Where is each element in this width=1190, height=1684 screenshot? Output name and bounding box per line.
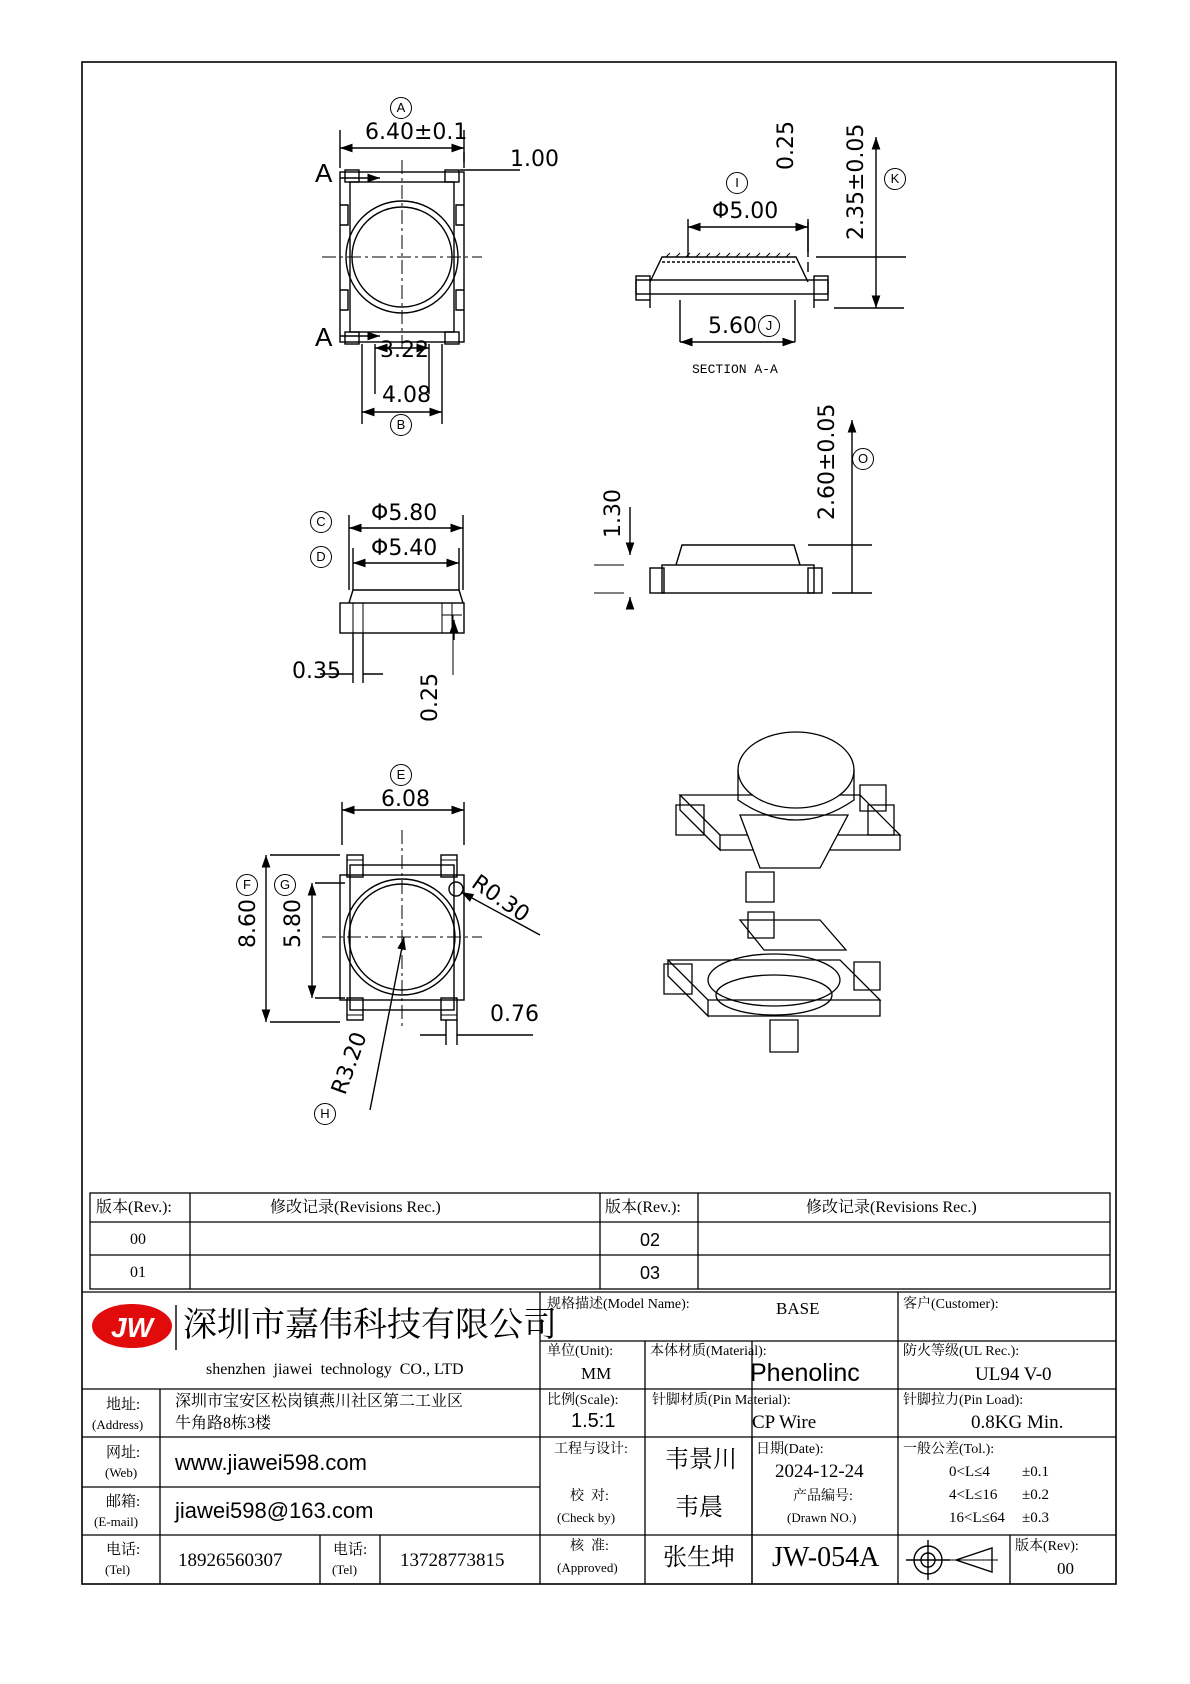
checker-name: 韦晨 <box>675 1494 723 1521</box>
marker-a: A <box>390 97 412 119</box>
dim-depth-025-side: 0.25 <box>418 673 443 722</box>
check-label-cn: 校 对: <box>570 1489 609 1504</box>
jw-logo <box>92 1304 172 1348</box>
customer-label: 客户(Customer): <box>903 1297 999 1312</box>
marker-o: O <box>852 448 874 470</box>
rev-label: 版本(Rev): <box>1015 1539 1079 1554</box>
approve-label-en: (Approved) <box>557 1560 618 1575</box>
tol2-range: 4<L≤16 <box>949 1487 998 1503</box>
tol-label: 一般公差(Tol.): <box>903 1442 995 1457</box>
tel-label-en: (Tel) <box>105 1562 131 1577</box>
unit-value: MM <box>581 1364 612 1383</box>
marker-h: H <box>314 1103 336 1125</box>
scale-value: 1.5:1 <box>571 1410 616 1432</box>
rec-header-right: 修改记录(Revisions Rec.) <box>806 1199 977 1216</box>
bottom-view <box>266 802 540 1110</box>
rev-row-03: 03 <box>640 1263 661 1283</box>
drawn-label-en: (Drawn NO.) <box>787 1510 857 1525</box>
address-line1: 深圳市宝安区松岗镇燕川社区第二工业区 <box>175 1393 464 1410</box>
marker-d: D <box>310 546 332 568</box>
tol1-range: 0<L≤4 <box>949 1464 990 1480</box>
dim-radius-320: R3.20 <box>327 1028 373 1098</box>
ul-label: 防火等级(UL Rec.): <box>903 1344 1020 1359</box>
design-label: 工程与设计: <box>554 1442 628 1457</box>
material-value: Phenolinc <box>750 1359 860 1387</box>
drawn-label-cn: 产品编号: <box>793 1489 853 1504</box>
tel-1: 18926560307 <box>178 1550 283 1571</box>
dim-pin-tab: 1.00 <box>510 147 559 172</box>
section-mark-bottom: A <box>315 322 333 352</box>
model-label: 规格描述(Model Name): <box>547 1297 690 1312</box>
rev-value: 00 <box>1057 1559 1074 1578</box>
dim-pitch-408: 4.08 <box>382 383 431 408</box>
email-label-cn: 邮箱: <box>106 1494 141 1510</box>
marker-e: E <box>390 764 412 786</box>
address-line2: 牛角路8栋3楼 <box>175 1415 272 1432</box>
company-name-en: shenzhen jiawei technology CO., LTD <box>206 1361 464 1378</box>
top-view <box>322 130 520 424</box>
email-link[interactable]: jiawei598@163.com <box>175 1498 374 1523</box>
model-value: BASE <box>776 1299 820 1318</box>
scale-label: 比例(Scale): <box>547 1393 619 1408</box>
tol3-value: ±0.3 <box>1022 1510 1049 1526</box>
marker-b: B <box>390 414 412 436</box>
material-label: 本体材质(Material): <box>650 1344 767 1359</box>
dim-gap-035: 0.35 <box>292 659 341 684</box>
web-link[interactable]: www.jiawei598.com <box>175 1450 367 1475</box>
dim-width-a: 6.40±0.1 <box>365 120 468 145</box>
iso-view-top <box>676 732 900 902</box>
pin-load-value: 0.8KG Min. <box>971 1412 1064 1433</box>
pin-material-value: CP Wire <box>752 1412 817 1433</box>
approve-label-cn: 核 准: <box>570 1539 609 1554</box>
dim-len-f: 8.60 <box>236 899 261 948</box>
tol3-range: 16<L≤64 <box>949 1510 1005 1526</box>
designer-name: 韦景川 <box>665 1446 737 1473</box>
dim-dia-c: Φ5.80 <box>371 501 438 526</box>
approver-name: 张生坤 <box>663 1544 735 1571</box>
email-label-en: (E-mail) <box>94 1514 139 1529</box>
dim-width-j: 5.60 <box>708 314 757 339</box>
dim-height-o: 2.60±0.05 <box>815 403 840 520</box>
date-value: 2024-12-24 <box>775 1461 864 1482</box>
tel-2: 13728773815 <box>400 1550 505 1571</box>
tol2-value: ±0.2 <box>1022 1487 1049 1503</box>
address-label-cn: 地址: <box>106 1397 141 1413</box>
iso-view-bottom <box>664 912 880 1052</box>
rev-header-right: 版本(Rev.): <box>605 1199 681 1216</box>
web-label-cn: 网址: <box>106 1445 141 1461</box>
tel2-label-cn: 电话: <box>333 1542 368 1558</box>
dim-len-g: 5.80 <box>281 899 306 948</box>
rev-row-01: 01 <box>130 1264 146 1281</box>
tel-label-cn: 电话: <box>106 1542 141 1558</box>
marker-k: K <box>884 168 906 190</box>
pin-load-label: 针脚拉力(Pin Load): <box>903 1393 1024 1408</box>
check-label-en: (Check by) <box>557 1510 616 1525</box>
rev-header-left: 版本(Rev.): <box>96 1199 172 1216</box>
unit-label: 单位(Unit): <box>547 1344 614 1359</box>
svg-text:JW: JW <box>111 1312 153 1343</box>
dim-radius-030: R0.30 <box>466 870 534 928</box>
drawing-number: JW-054A <box>772 1542 880 1573</box>
dim-dia-d: Φ5.40 <box>371 536 438 561</box>
dim-dia-i: Φ5.00 <box>712 199 779 224</box>
section-label: SECTION A-A <box>692 362 778 377</box>
projection-symbol-icon <box>906 1540 998 1580</box>
marker-g: G <box>274 874 296 896</box>
address-label-en: (Address) <box>92 1417 144 1432</box>
ul-value: UL94 V-0 <box>975 1364 1052 1385</box>
rev-row-02: 02 <box>640 1230 661 1250</box>
dim-pin-076: 0.76 <box>490 1002 539 1027</box>
tel2-label-en: (Tel) <box>332 1562 358 1577</box>
rev-row-00: 00 <box>130 1231 146 1248</box>
dim-height-k: 2.35±0.05 <box>844 123 869 240</box>
dim-height-130: 1.30 <box>601 489 626 538</box>
web-label-en: (Web) <box>105 1465 138 1480</box>
pin-material-label: 针脚材质(Pin Material): <box>652 1393 791 1408</box>
dim-inner-322: 3.22 <box>380 338 429 363</box>
dim-width-e: 6.08 <box>381 787 430 812</box>
date-label: 日期(Date): <box>756 1442 824 1457</box>
company-name-cn: 深圳市嘉伟科技有限公司 <box>183 1306 557 1344</box>
section-mark-top: A <box>315 158 333 188</box>
tol1-value: ±0.1 <box>1022 1464 1049 1480</box>
marker-i: I <box>726 172 748 194</box>
rec-header-left: 修改记录(Revisions Rec.) <box>270 1199 441 1216</box>
marker-j: J <box>758 315 780 337</box>
marker-f: F <box>236 874 258 896</box>
dim-depth-025-top: 0.25 <box>774 121 799 170</box>
marker-c: C <box>310 511 332 533</box>
